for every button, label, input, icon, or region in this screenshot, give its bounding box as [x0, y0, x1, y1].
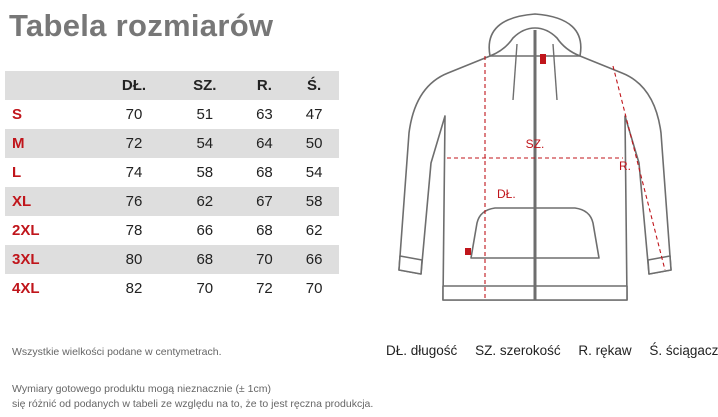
- header-cuff: Ś.: [307, 77, 322, 94]
- cell-sleeve: 72: [256, 280, 273, 297]
- size-label: 3XL: [12, 251, 40, 268]
- hoodie-tag-top: [540, 54, 546, 64]
- cell-sleeve: 63: [256, 106, 273, 123]
- cell-cuff: 66: [305, 251, 323, 268]
- cell-width: 68: [196, 251, 214, 268]
- legend-width: SZ. szerokość: [475, 343, 561, 358]
- cell-cuff: 58: [305, 193, 323, 210]
- table-row: [5, 216, 339, 245]
- page-title: Tabela rozmiarów: [9, 8, 274, 43]
- sleeve-label: R.: [619, 159, 631, 173]
- width-label: SZ.: [525, 137, 545, 151]
- tolerance-note-line1: Wymiary gotowego produktu mogą nieznacznie (± 1cm): [12, 383, 271, 395]
- size-label: XL: [12, 193, 32, 210]
- table-row: [5, 100, 339, 129]
- table-row: [5, 129, 339, 158]
- table-corner-cell: [5, 71, 98, 100]
- size-table: [5, 71, 339, 303]
- table-row: [5, 274, 339, 303]
- header-width: SZ.: [193, 77, 217, 94]
- size-label: L: [12, 164, 22, 181]
- units-note: Wszystkie wielkości podane w centymetrach.: [12, 346, 222, 358]
- cell-length: 70: [125, 106, 143, 123]
- cell-length: 82: [125, 280, 143, 297]
- legend-length: DŁ. długość: [386, 343, 458, 358]
- header-length: DŁ.: [121, 77, 147, 94]
- hoodie-tag-side: [465, 248, 471, 255]
- table-header-row: [5, 71, 339, 100]
- length-label: DŁ.: [497, 187, 516, 201]
- size-label: S: [12, 106, 23, 123]
- cell-sleeve: 68: [256, 164, 273, 181]
- tolerance-note-line2: się różnić od podanych w tabeli ze względu na to, że to jest ręczna produkcja.: [12, 398, 374, 410]
- hoodie-cuff-right: [648, 256, 671, 274]
- cell-length: 72: [125, 135, 143, 152]
- size-label: 4XL: [12, 280, 40, 297]
- legend-cuff: Ś. ściągacz: [649, 343, 718, 358]
- size-label: M: [12, 135, 25, 152]
- cell-length: 80: [125, 251, 143, 268]
- header-sleeve: R.: [256, 77, 272, 94]
- table-row: [5, 187, 339, 216]
- cell-cuff: 47: [305, 106, 323, 123]
- cell-length: 76: [125, 193, 143, 210]
- cell-sleeve: 67: [256, 193, 273, 210]
- tolerance-note: [12, 382, 373, 412]
- cell-cuff: 70: [305, 280, 323, 297]
- cell-sleeve: 68: [256, 222, 273, 239]
- cell-width: 70: [196, 280, 214, 297]
- cell-cuff: 54: [305, 164, 323, 181]
- cell-sleeve: 70: [256, 251, 273, 268]
- cell-length: 78: [125, 222, 143, 239]
- table-row: [5, 158, 339, 187]
- size-label: 2XL: [12, 222, 40, 239]
- hoodie-measurement-diagram: [385, 8, 690, 313]
- cell-cuff: 62: [305, 222, 323, 239]
- cell-width: 66: [196, 222, 214, 239]
- legend-sleeve: R. rękaw: [578, 343, 632, 358]
- cell-width: 58: [196, 164, 214, 181]
- cell-width: 62: [196, 193, 214, 210]
- table-row: [5, 245, 339, 274]
- cell-width: 51: [196, 106, 214, 123]
- cell-sleeve: 64: [256, 135, 273, 152]
- cell-length: 74: [125, 164, 143, 181]
- cell-width: 54: [196, 135, 214, 152]
- hoodie-cuff-left: [399, 256, 422, 274]
- cell-cuff: 50: [305, 135, 323, 152]
- measurement-legend: [386, 343, 718, 358]
